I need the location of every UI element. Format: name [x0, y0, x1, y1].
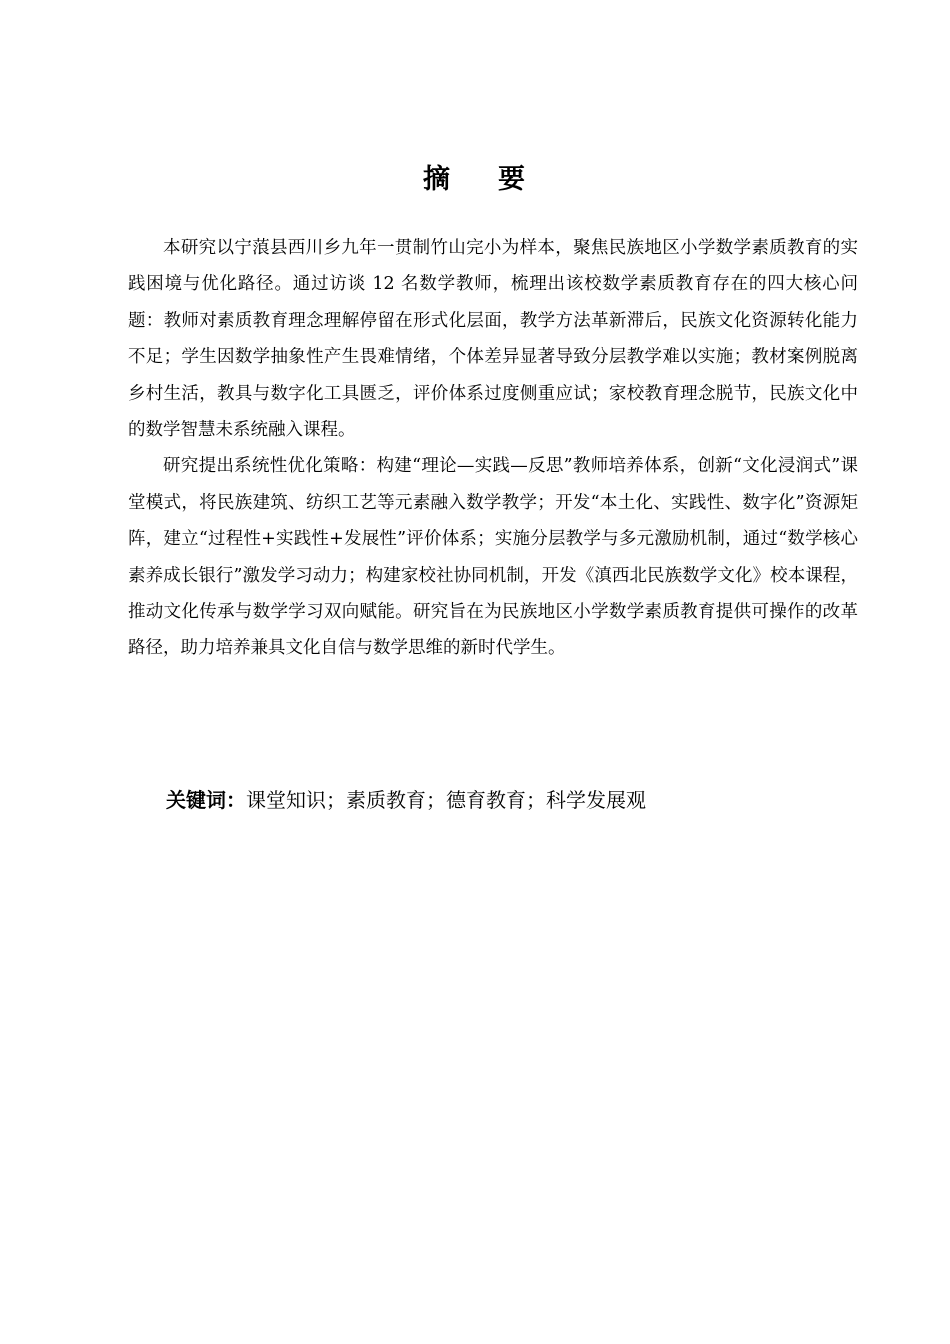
abstract-body — [128, 230, 858, 667]
abstract-paragraph-1: 本研究以宁蒗县西川乡九年一贯制竹山完小为样本，聚焦民族地区小学数学素质教育的实践困境与优化路径。通过访谈 12 名数学教师，梳理出该校数学素质教育存在的四大核心问题：教师对素质教育理念理解停留在形式化层面，教学方法革新滞后，民族文化资源转化能力不足；学生因数学抽象性产生畏难情绪，个体差异显著导致分层教学难以实施；教材案例脱离乡村生活，教具与数字化工具匮乏，评价体系过度侧重应试；家校教育理念脱节，民族文化中的数学智慧未系统融入课程。 — [128, 238, 858, 441]
abstract-title-char-2: 要 — [498, 164, 527, 195]
keywords-line — [166, 782, 866, 818]
keywords-list: 课堂知识；素质教育；德育教育；科学发展观 — [246, 788, 646, 812]
abstract-paragraph-2: 研究提出系统性优化策略：构建“理论—实践—反思”教师培养体系，创新“文化浸润式”课堂模式，将民族建筑、纺织工艺等元素融入数学教学；开发“本土化、实践性、数字化”资源矩阵，建立“过程性+实践性+发展性”评价体系；实施分层教学与多元激励机制，通过“数学核心素养成长银行”激发学习动力；构建家校社协同机制，开发《滇西北民族数学文化》校本课程，推动文化传承与数学学习双向赋能。研究旨在为民族地区小学数学素质教育提供可操作的改革路径，助力培养兼具文化自信与数学思维的新时代学生。 — [128, 456, 858, 659]
abstract-title — [0, 160, 950, 200]
keywords-label: 关键词： — [166, 788, 246, 812]
abstract-title-char-1: 摘 — [423, 164, 452, 195]
